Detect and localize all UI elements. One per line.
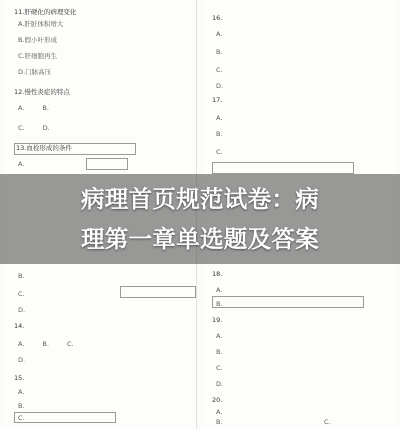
question-17: 17.	[212, 96, 223, 104]
question-18: 18.	[212, 270, 223, 278]
question-19-option-d: D.	[216, 380, 224, 388]
question-11: 11.肝硬化的病理变化	[14, 8, 77, 16]
question-12-option: B.	[42, 104, 49, 112]
question-18-option-b: B.	[216, 300, 223, 308]
answer-box	[212, 296, 364, 308]
question-20-option-a: A.	[216, 408, 223, 416]
question-13-option-d: D.	[18, 306, 26, 314]
question-16-option-a: A.	[216, 30, 223, 38]
question-11-option-b: B.假小叶形成	[18, 36, 58, 44]
question-17-option-b: B.	[216, 130, 223, 138]
question-16: 16.	[212, 14, 223, 22]
question-13-option-a: A.	[18, 160, 25, 168]
question-12-options-row-1	[18, 104, 49, 112]
question-20: 20.	[212, 396, 223, 404]
question-14-options-row-1	[18, 340, 74, 348]
question-15-option-c: C.	[18, 414, 25, 422]
answer-box	[212, 162, 354, 174]
answer-box	[120, 286, 196, 298]
question-11-option-a: A.肝脏体积增大	[18, 20, 64, 28]
question-14-option: B.	[42, 340, 49, 348]
question-11-option-d: D.门脉高压	[18, 68, 52, 76]
question-19-option-a: A.	[216, 332, 223, 340]
question-19-option-c: C.	[216, 364, 223, 372]
question-18-option-a: A.	[216, 286, 223, 294]
question-14: 14.	[14, 322, 25, 330]
question-20-option-c: C.	[324, 418, 331, 426]
question-14-option: C.	[66, 340, 74, 348]
question-17-option-a: A.	[216, 114, 223, 122]
banner-title-line-2: 理第一章单选题及答案	[81, 225, 319, 253]
answer-box	[86, 158, 128, 170]
question-15: 15.	[14, 374, 25, 382]
question-19-option-b: B.	[216, 348, 223, 356]
question-12-option: D.	[42, 124, 50, 132]
question-15-option-a: A.	[18, 388, 25, 396]
question-14-option: A.	[18, 340, 25, 348]
question-12-options-row-2	[18, 124, 50, 132]
question-16-option-d: D.	[216, 82, 224, 90]
question-15-option-b: B.	[18, 402, 25, 410]
question-14-option: D.	[18, 356, 26, 364]
question-12-option: C.	[18, 124, 25, 132]
question-13-option-c: C.	[18, 290, 25, 298]
question-12-option: A.	[18, 104, 25, 112]
question-19: 19.	[212, 316, 223, 324]
banner-title-line-1: 病理首页规范试卷：病	[81, 185, 319, 213]
question-12: 12.慢性炎症的特点	[14, 88, 70, 96]
question-16-option-b: B.	[216, 48, 223, 56]
question-14-options-row-2	[18, 356, 25, 364]
question-13: 13.血栓形成的条件	[16, 144, 72, 152]
question-16-option-c: C.	[216, 66, 223, 74]
question-13-option-b: B.	[18, 272, 25, 280]
answer-box	[14, 412, 116, 423]
question-17-option-c: C.	[216, 148, 223, 156]
question-20-option-b: B.	[216, 418, 223, 426]
question-11-option-c: C.肝细胞再生	[18, 52, 58, 60]
